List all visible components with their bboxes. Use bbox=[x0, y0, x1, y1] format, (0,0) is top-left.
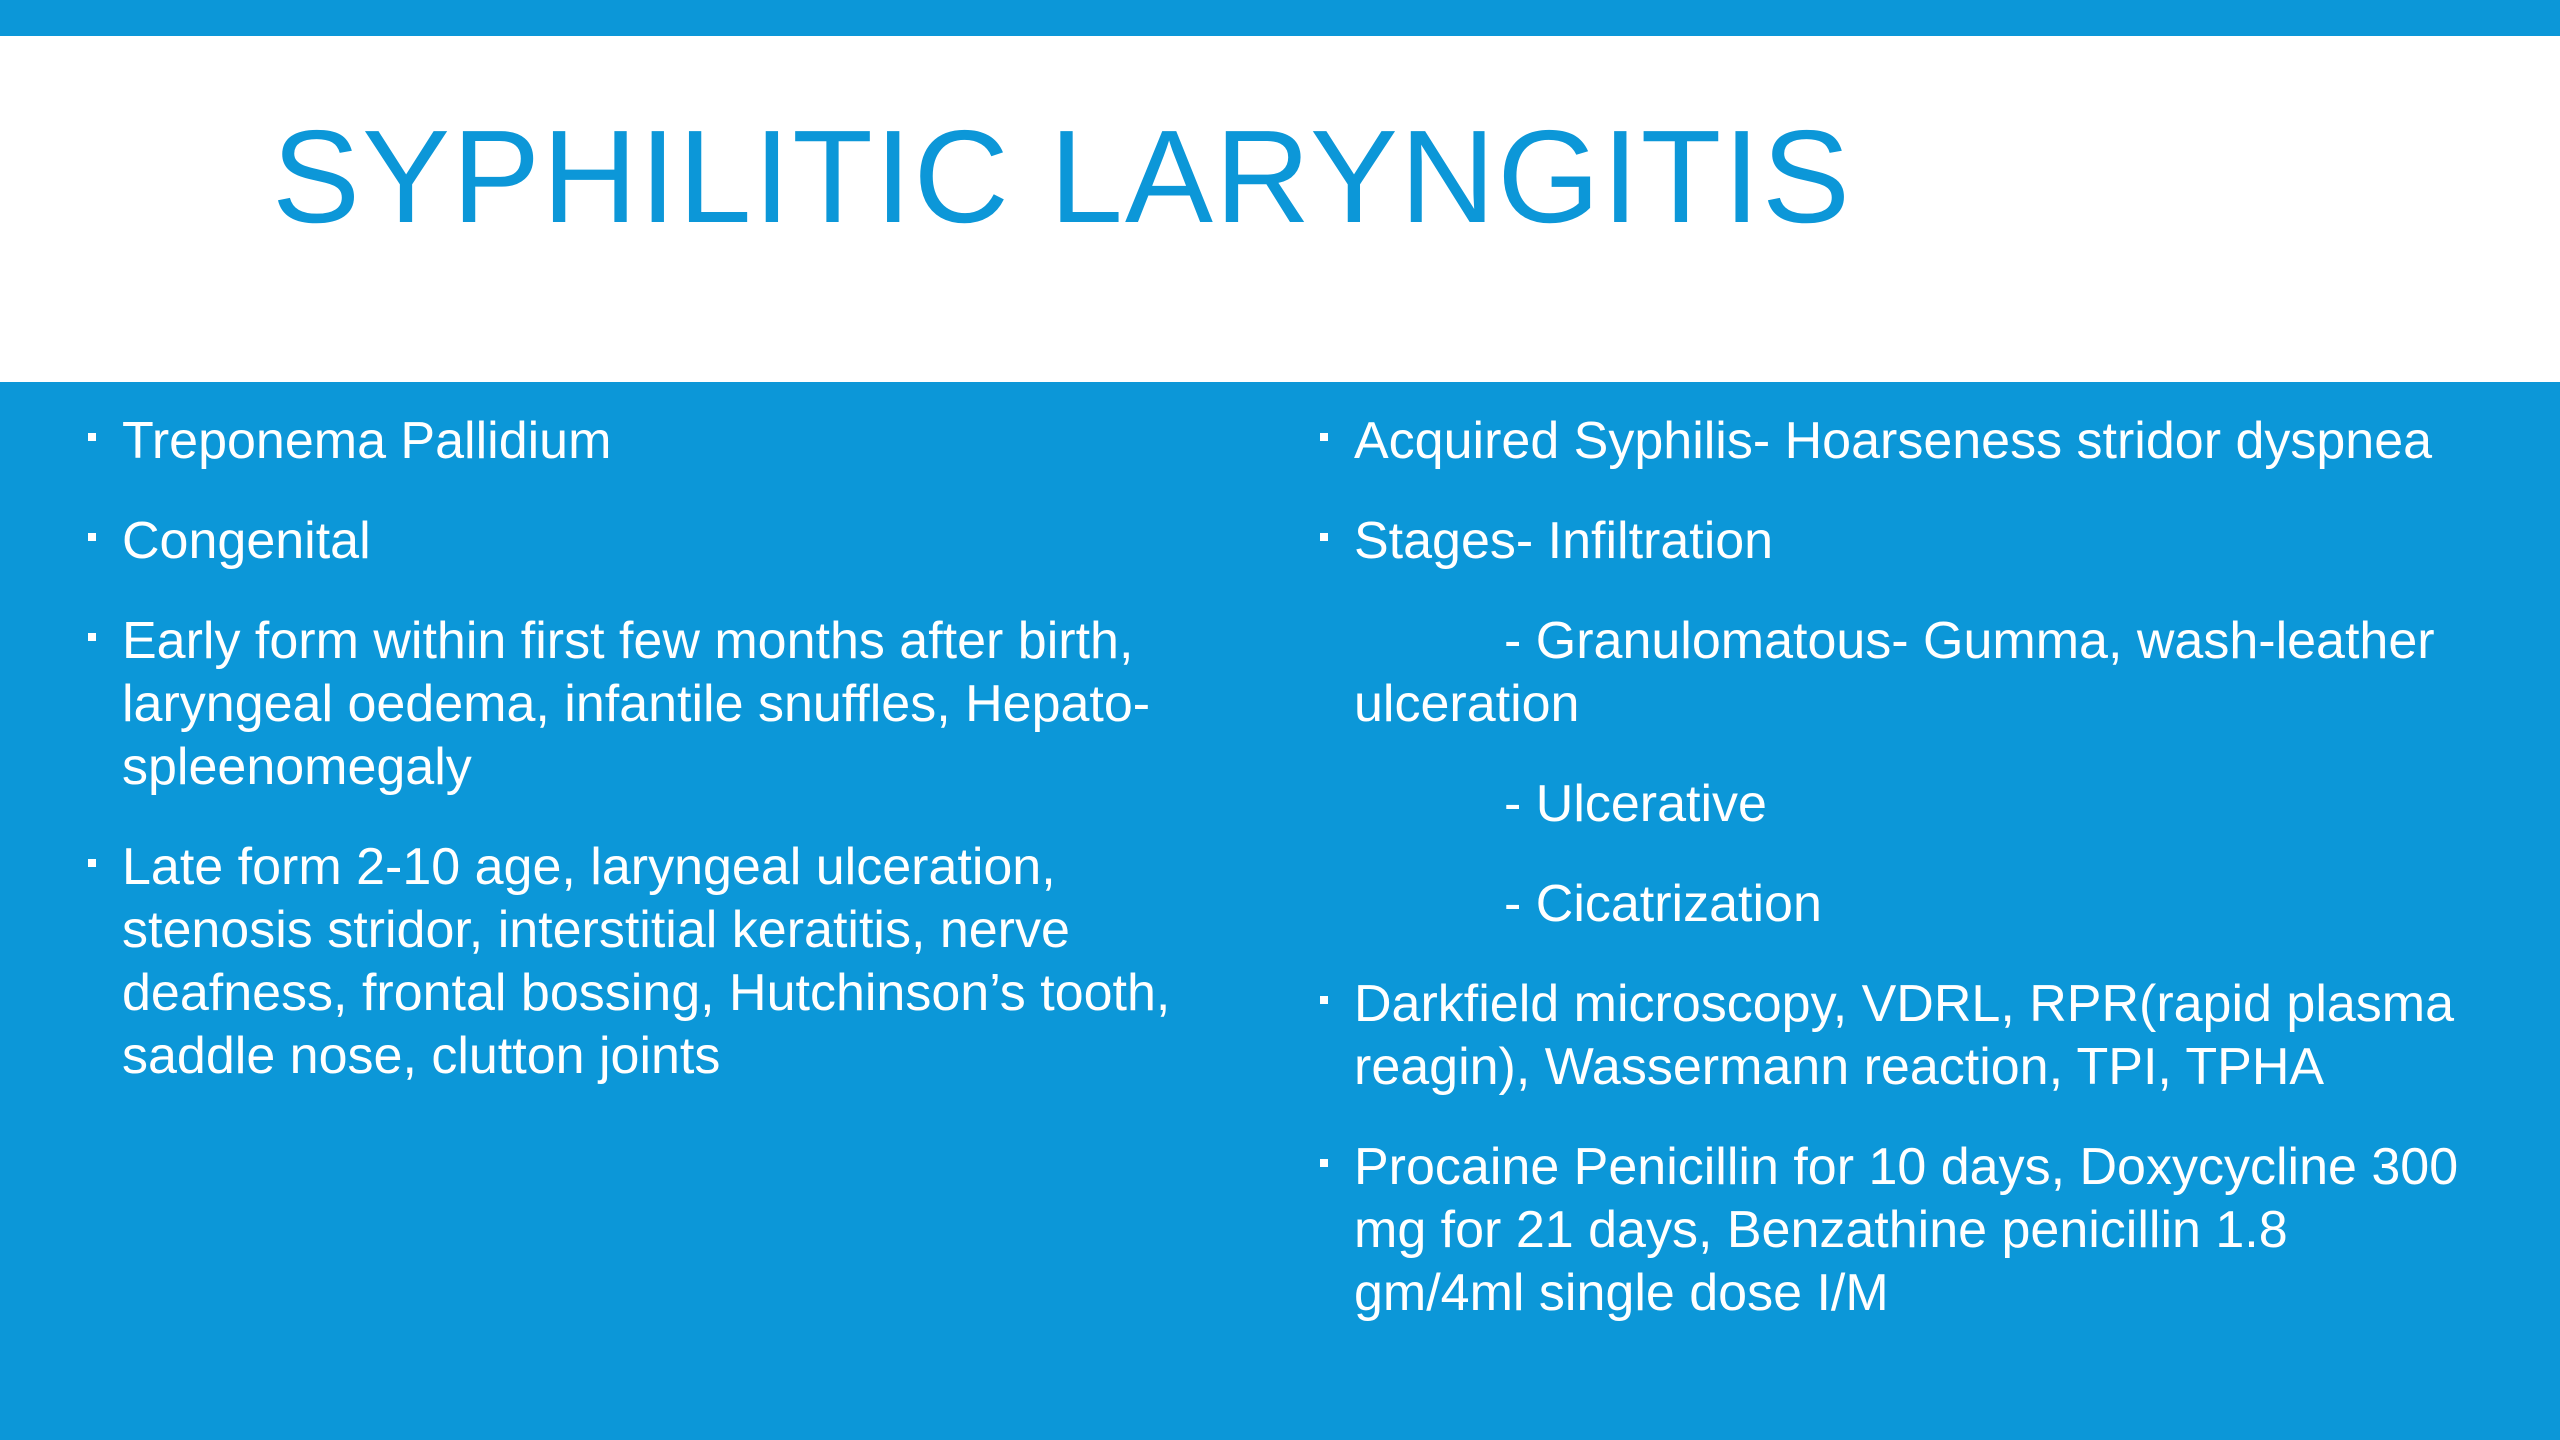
bullet-text: Congenital bbox=[122, 512, 371, 570]
bullet-congenital bbox=[84, 510, 1244, 573]
bullet-text: Stages- Infiltration bbox=[1354, 512, 1774, 570]
bullet-text-line: Late form 2-10 age, laryngeal ulceration, bbox=[122, 838, 1056, 896]
bullet-text: Treponema Pallidium bbox=[122, 412, 612, 470]
bullet-text-line: spleenomegaly bbox=[122, 738, 472, 796]
bullet-text-line: laryngeal oedema, infantile snuffles, Hepato- bbox=[122, 675, 1151, 733]
stage-text: - Cicatrization bbox=[1504, 875, 1822, 933]
stage-text-line: - Granulomatous- Gumma, wash-leather bbox=[1504, 612, 2435, 670]
bullet-marker bbox=[88, 859, 96, 867]
bullet-text: Acquired Syphilis- Hoarseness stridor dyspnea bbox=[1354, 412, 2433, 470]
bullet-diagnosis bbox=[1316, 973, 2516, 1099]
bullet-text-line: reagin), Wassermann reaction, TPI, TPHA bbox=[1354, 1038, 2325, 1096]
stage-ulcerative bbox=[1316, 773, 2516, 836]
bullet-marker bbox=[1320, 1159, 1328, 1167]
bullet-marker bbox=[1320, 533, 1328, 541]
bullet-text-line: gm/4ml single dose I/M bbox=[1354, 1264, 1889, 1322]
bullet-text-line: stenosis stridor, interstitial keratitis, nerve bbox=[122, 901, 1070, 959]
stage-granulomatous bbox=[1316, 610, 2516, 736]
bullet-marker bbox=[88, 433, 96, 441]
bullet-acquired-syphilis bbox=[1316, 410, 2516, 473]
stage-text: - Ulcerative bbox=[1504, 775, 1767, 833]
top-accent-strip bbox=[0, 0, 2560, 36]
bullet-text-line: Early form within first few months after birth, bbox=[122, 612, 1134, 670]
bullet-text-line: deafness, frontal bossing, Hutchinson’s tooth, bbox=[122, 964, 1171, 1022]
stage-cicatrization bbox=[1316, 873, 2516, 936]
bullet-text-line: saddle nose, clutton joints bbox=[122, 1027, 721, 1085]
stage-text-line: ulceration bbox=[1354, 675, 1580, 733]
bullet-text-line: Procaine Penicillin for 10 days, Doxycycline 300 bbox=[1354, 1138, 2459, 1196]
bullet-early-form bbox=[84, 610, 1244, 799]
bullet-treatment bbox=[1316, 1136, 2516, 1325]
bullet-marker bbox=[88, 633, 96, 641]
right-column bbox=[1316, 410, 2516, 1362]
bullet-marker bbox=[1320, 996, 1328, 1004]
slide-title: SYPHILITIC LARYNGITIS bbox=[272, 103, 1852, 250]
bullet-marker bbox=[1320, 433, 1328, 441]
bullet-stages bbox=[1316, 510, 2516, 573]
bullet-late-form bbox=[84, 836, 1244, 1088]
bullet-marker bbox=[88, 533, 96, 541]
bullet-treponema bbox=[84, 410, 1244, 473]
bullet-text-line: mg for 21 days, Benzathine penicillin 1.8 bbox=[1354, 1201, 2288, 1259]
bullet-text-line: Darkfield microscopy, VDRL, RPR(rapid plasma bbox=[1354, 975, 2455, 1033]
left-column bbox=[84, 410, 1244, 1125]
